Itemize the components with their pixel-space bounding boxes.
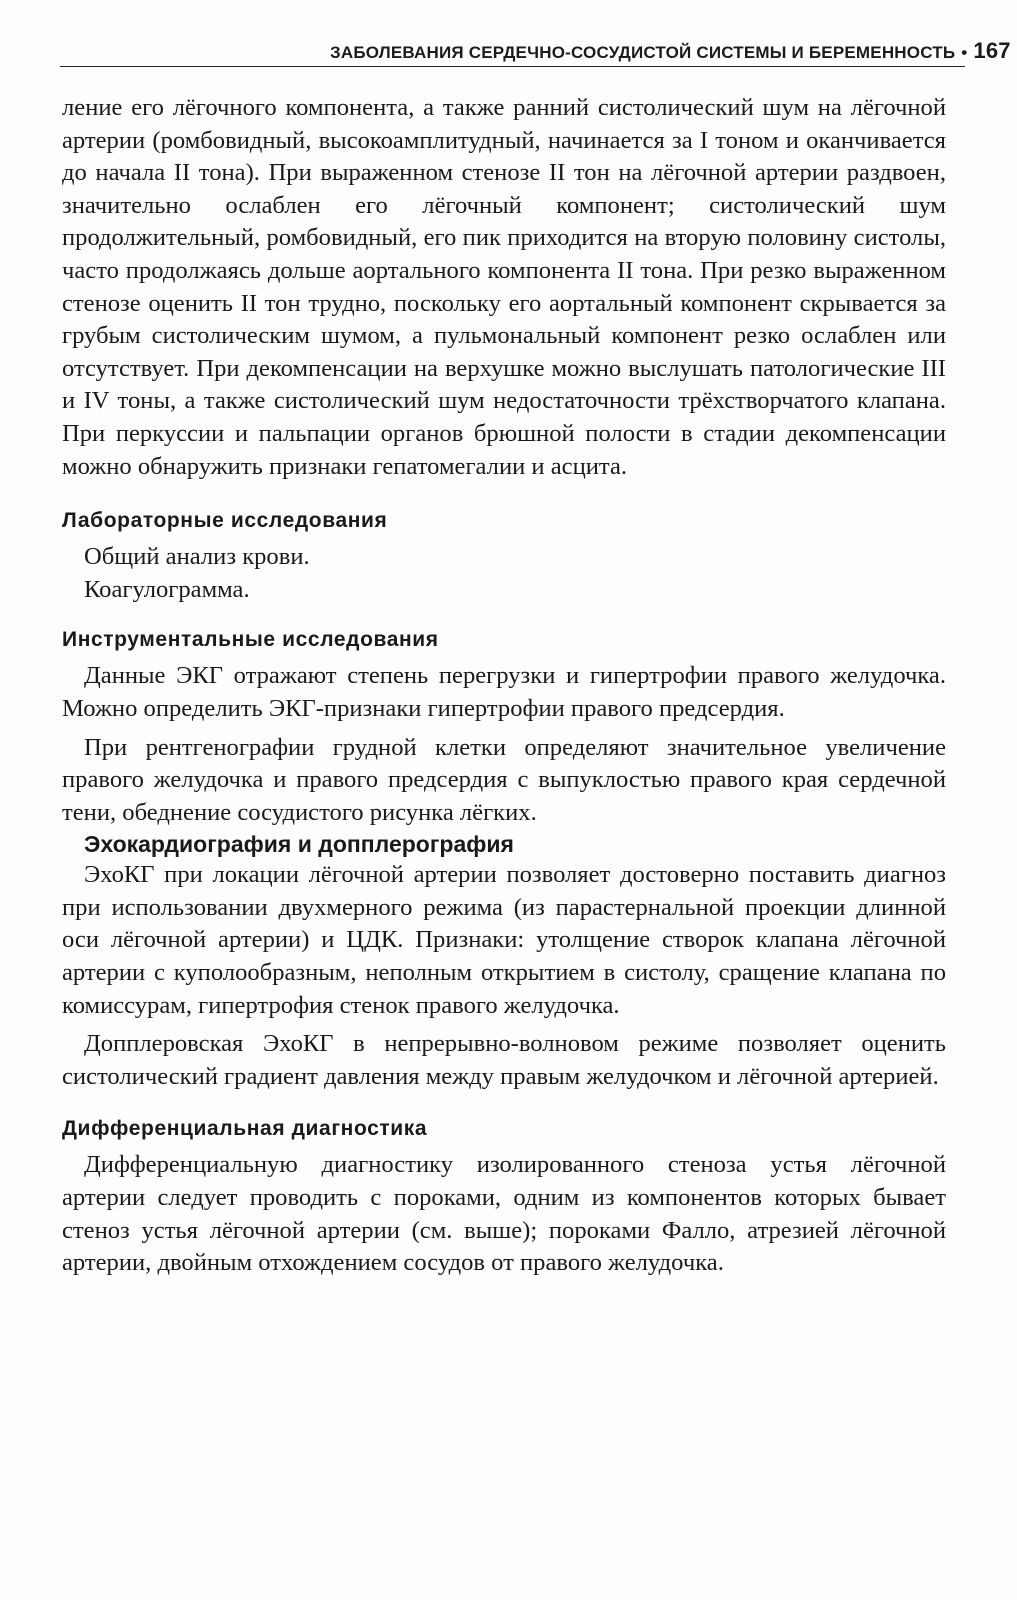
echo-paragraph: ЭхоКГ при локации лёгочной артерии позволяет достоверно поставить диагноз при использовании двухмерного режима (из парастернальной проекции длинной оси лёгочной артерии) и ЦДК. Признаки: утолщение створок клапана лёгочной артерии с куполообразным, неполным открытием в систолу, сращение клапана по комиссурам, гипертрофия стенок правого желудочка. [62,861,946,1019]
page-body [62,92,946,1280]
running-title: ЗАБОЛЕВАНИЯ СЕРДЕЧНО-СОСУДИСТОЙ СИСТЕМЫ И БЕРЕМЕННОСТЬ [330,43,956,62]
echo-subheading: Эхокардиография и допплерография [84,831,514,858]
intro-paragraph: ление его лёгочного компонента, а также ранний систолический шум на лёгочной артерии (ромбовидный, высокоамплитудный, начинается за I тоном и оканчивается до начала II тона). При выраженном стенозе II тон на лёгочной артерии раздвоен, значительно ослаблен его лёгочный компонент; систолический шум продолжительный, ромбовидный, его пик приходится на вторую половину систолы, часто продолжаясь дольше аортального компонента II тона. При резко выраженном стенозе оценить II тон трудно, поскольку его аортальный компонент скрывается за грубым систолическим шумом, а пульмональный компонент резко ослаблен или отсутствует. При декомпенсации на верхушке можно выслушать патологические III и IV тоны, а также систолический шум недостаточности трёхстворчатого клапана. При перкуссии и пальпации органов брюшной полости в стадии декомпенсации можно обнаружить признаки гепатомегалии и асцита. [62,94,946,480]
running-header [330,38,1011,64]
xray-paragraph: При рентгенографии грудной клетки определяют значительное увеличение правого желудочка и правого предсердия с выпуклостью правого края сердечной тени, обеднение сосудистого рисунка лёгких. [62,733,946,826]
differential-paragraph: Дифференциальную диагностику изолированного стеноза устья лёгочной артерии следует проводить с пороками, одним из компонентов которых бывает стеноз устья лёгочной артерии (см. выше); пороками Фалло, атрезией лёгочной артерии, двойным отхождением сосудов от правого желудочка. [62,1151,946,1277]
page-number: 167 [973,38,1011,63]
header-separator: • [961,43,968,62]
differential-heading: Дифференциальная диагностика [62,1117,428,1141]
header-rule [60,66,965,67]
lab-item-blood-test: Общий анализ крови. [84,543,310,571]
ecg-paragraph: Данные ЭКГ отражают степень перегрузки и гипертрофии правого желудочка. Можно определить ЭКГ-признаки гипертрофии правого предсердия. [62,662,946,722]
lab-item-coagulogram: Коагулограмма. [84,575,250,603]
lab-heading: Лабораторные исследования [62,509,388,533]
instrumental-heading: Инструментальные исследования [62,628,439,652]
doppler-paragraph: Допплеровская ЭхоКГ в непрерывно-волновом режиме позволяет оценить систолический градиент давления между правым желудочком и лёгочной артерией. [62,1030,946,1090]
